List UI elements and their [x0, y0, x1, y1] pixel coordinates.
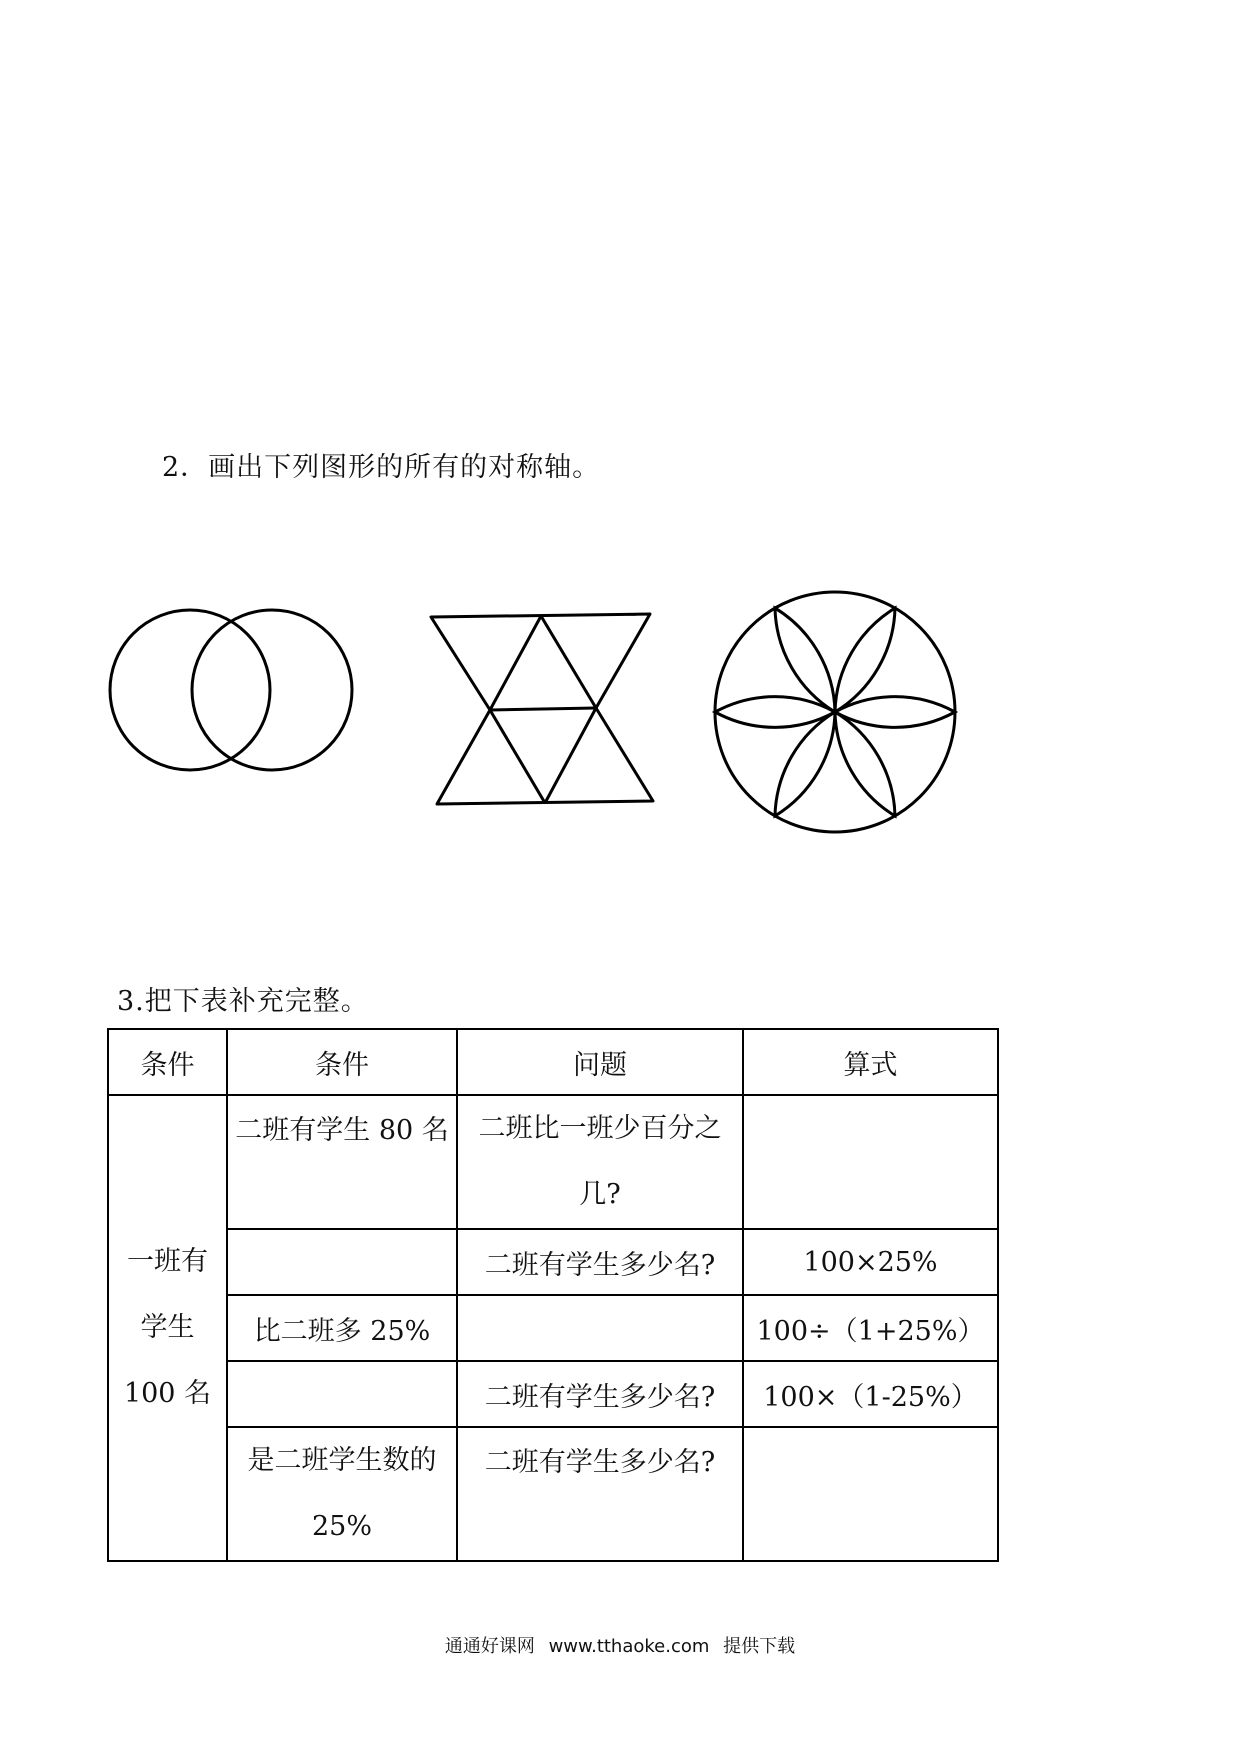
figure-triangle-grid	[431, 614, 653, 804]
formula-cell[interactable]: 100÷（1+25%）	[743, 1295, 998, 1361]
first-class-condition-cell	[108, 1095, 227, 1561]
figure-flower-circle	[715, 592, 955, 832]
condition-text: 二班有学生 80 名	[235, 1115, 449, 1146]
symmetry-figures	[0, 590, 1240, 840]
figure-two-overlapping-circles	[110, 610, 352, 770]
question-cell[interactable]: 二班有学生多少名?	[457, 1361, 743, 1427]
formula-cell[interactable]	[743, 1095, 998, 1229]
inner-line-d	[545, 708, 596, 803]
condition-cell[interactable]: 比二班多 25%	[227, 1295, 457, 1361]
footer-site-name: 通通好课网	[444, 1636, 535, 1657]
petals	[715, 600, 955, 823]
question-text: 几?	[579, 1179, 621, 1210]
condition-cell[interactable]	[227, 1427, 457, 1561]
header-formula: 算式	[743, 1029, 998, 1095]
question-cell[interactable]	[457, 1295, 743, 1361]
question-3-title: 3.把下表补充完整。	[117, 986, 369, 1017]
formula-cell[interactable]: 100×25%	[743, 1229, 998, 1295]
right-circle	[192, 610, 352, 770]
question-2-title: 2．画出下列图形的所有的对称轴。	[162, 452, 601, 483]
formula-cell[interactable]	[743, 1427, 998, 1561]
first-col-line: 一班有	[127, 1246, 208, 1277]
question-cell[interactable]: 二班有学生多少名?	[457, 1229, 743, 1295]
condition-text: 25%	[311, 1511, 372, 1542]
first-col-line: 学生	[140, 1312, 195, 1343]
inner-line-b	[541, 616, 596, 708]
header-condition-2: 条件	[227, 1029, 457, 1095]
footer-url[interactable]: www.tthaoke.com	[548, 1636, 710, 1657]
middle-line	[490, 708, 596, 710]
question-text: 二班比一班少百分之	[478, 1113, 722, 1144]
fill-in-table	[107, 1028, 999, 1562]
header-condition-1: 条件	[108, 1029, 227, 1095]
formula-cell[interactable]: 100×（1-25%）	[743, 1361, 998, 1427]
page-footer	[0, 1632, 1240, 1658]
table-header-row	[108, 1029, 998, 1095]
question-text: 二班有学生多少名?	[484, 1447, 716, 1478]
left-circle	[110, 610, 270, 770]
petal	[715, 697, 835, 728]
first-col-line: 100 名	[123, 1378, 212, 1409]
table-row	[108, 1229, 998, 1295]
inner-line-c	[490, 710, 545, 803]
question-cell[interactable]	[457, 1427, 743, 1561]
table-row	[108, 1295, 998, 1361]
inner-line-a	[490, 616, 541, 710]
condition-cell[interactable]	[227, 1095, 457, 1229]
condition-text: 是二班学生数的	[247, 1445, 437, 1476]
table-row	[108, 1361, 998, 1427]
condition-cell[interactable]	[227, 1361, 457, 1427]
table-row	[108, 1095, 998, 1229]
header-question: 问题	[457, 1029, 743, 1095]
condition-cell[interactable]	[227, 1229, 457, 1295]
petal	[835, 697, 955, 728]
table-row	[108, 1427, 998, 1561]
footer-suffix: 提供下载	[723, 1636, 796, 1657]
question-cell[interactable]	[457, 1095, 743, 1229]
